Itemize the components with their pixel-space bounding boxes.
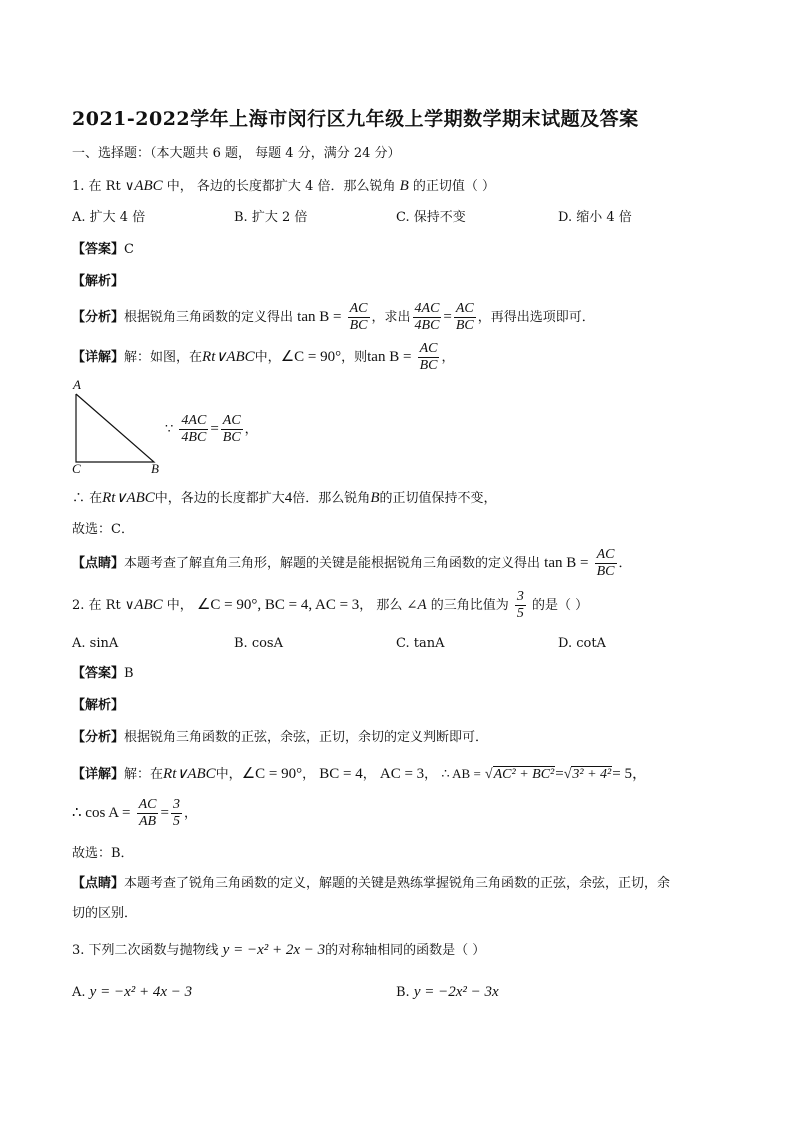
q2-option-a: A. sinA	[72, 636, 119, 651]
sqrt-expression: √3² + 4²	[563, 767, 612, 782]
q1-fenxi: 【分析】根据锐角三角函数的定义得出 tan B = $\frac{AC}{BC}$ ，求出 $\frac{4AC}{4BC}$ = $\frac{AC}{BC}$ ，再得出选项即可．	[72, 301, 595, 333]
q2-answer: 【答案】B	[72, 666, 134, 681]
fraction: $\frac{4AC}{4BC}$	[414, 301, 440, 333]
q1-stem: 1. 在 Rt ∨ABC 中， 各边的长度都扩大 4 倍．那么锐角 B 的正切值（ ）	[72, 178, 496, 194]
q1-option-c: C. 保持不变	[396, 210, 466, 225]
q1-answer: 【答案】C	[72, 242, 134, 257]
fraction: $\frac{AC}{BC}$	[596, 547, 615, 579]
q3-option-b: B. y = −2x² − 3x	[396, 984, 499, 1000]
q2-option-b: B. cosA	[234, 636, 283, 651]
vertex-c-label: C	[72, 461, 81, 476]
q1-option-b: B. 扩大 2 倍	[234, 210, 308, 225]
q1-therefore: ∴ 在Rt∨ABC中，各边的长度都扩大4倍．那么锐角B的正切值保持不变，	[72, 490, 497, 506]
q2-cos: ∴ cos A = $\frac{AC}{AB}$ = $\frac{3}{5}$ ，	[72, 797, 197, 829]
triangle-figure	[66, 378, 176, 478]
q1-guxuan: 故选：C．	[72, 522, 134, 537]
q1-because: ∵ $\frac{4AC}{4BC}$ = $\frac{AC}{BC}$ ，	[165, 413, 258, 445]
vertex-b-label: B	[151, 461, 159, 476]
fraction: $\frac{4AC}{4BC}$	[181, 413, 207, 445]
q1-xiangjie: 【详解】解：如图，在Rt∨ABC中，∠C = 90°，则tan B = $\frac{AC}{BC}$ ，	[72, 341, 455, 373]
q2-option-c: C. tanA	[396, 636, 445, 651]
q1-option-d: D. 缩小 4 倍	[558, 210, 632, 225]
fraction: $\frac{3}{5}$	[172, 797, 180, 829]
q2-xiangjie: 【详解】解：在Rt∨ABC中，∠C = 90°， BC = 4， AC = 3， ∴ AB = √AC² + BC²=√3² + 4²= 5，	[72, 766, 647, 782]
q2-jiexi: 【解析】	[72, 698, 125, 713]
fraction: $\frac{AC}{AB}$	[138, 797, 157, 829]
page-title: 2021-2022学年上海市闵行区九年级上学期数学期末试题及答案	[72, 108, 639, 130]
q1-option-a: A. 扩大 4 倍	[72, 210, 146, 225]
fraction: $\frac{AC}{BC}$	[349, 301, 368, 333]
vertex-a-label: A	[73, 377, 81, 392]
q1-jiexi: 【解析】	[72, 274, 125, 289]
q3-option-a: A. y = −x² + 4x − 3	[72, 984, 193, 1000]
sqrt-expression: √AC² + BC²	[484, 767, 555, 782]
q2-dianjing-cont: 切的区别．	[72, 906, 138, 921]
fraction: $\frac{AC}{BC}$	[419, 341, 438, 373]
q2-dianjing: 【点睛】本题考查了锐角三角函数的定义，解题的关键是熟练掌握锐角三角函数的正弦，余弦，正切，余	[72, 876, 671, 891]
fraction: $\frac{AC}{BC}$	[455, 301, 474, 333]
q2-option-d: D. cotA	[558, 636, 606, 651]
q2-fenxi: 【分析】根据锐角三角函数的正弦，余弦，正切，余切的定义判断即可．	[72, 730, 489, 745]
section-heading: 一、选择题：（本大题共 6 题， 每题 4 分，满分 24 分）	[72, 146, 401, 161]
q3-stem: 3. 下列二次函数与抛物线 y = −x² + 2x − 3的对称轴相同的函数是（ ）	[72, 942, 486, 958]
q2-guxuan: 故选：B．	[72, 846, 134, 861]
q2-stem: 2. 在 Rt ∨ABC 中， ∠C = 90°, BC = 4, AC = 3， 那么 ∠A 的三角比值为 $\frac{3}{5}$ 的是（ ）	[72, 589, 589, 621]
q1-dianjing: 【点睛】本题考查了解直角三角形，解题的关键是能根据锐角三角函数的定义得出 tan B = $\frac{AC}{BC}$ ．	[72, 547, 632, 579]
fraction: $\frac{AC}{BC}$	[222, 413, 241, 445]
fraction: $\frac{3}{5}$	[516, 589, 524, 621]
